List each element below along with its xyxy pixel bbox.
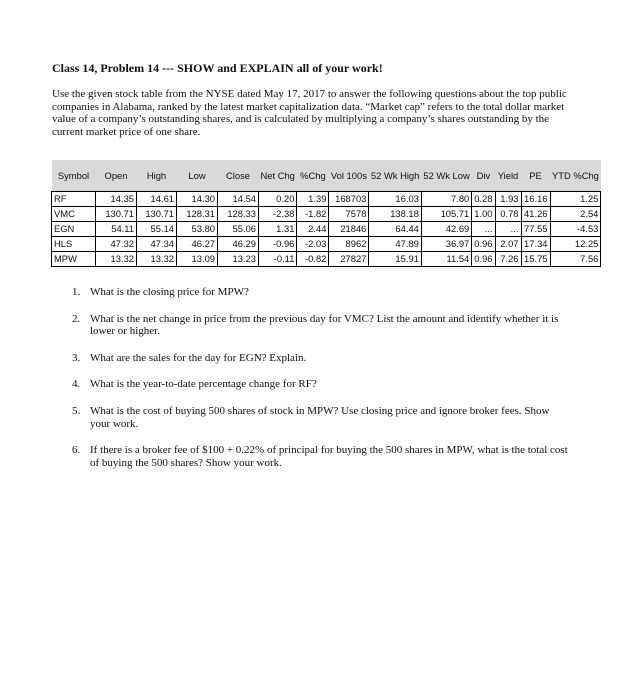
table-cell: ... bbox=[495, 222, 521, 237]
column-header: Vol 100s bbox=[329, 160, 369, 192]
question-number: 3. bbox=[72, 351, 81, 364]
table-cell: -4.53 bbox=[550, 222, 601, 237]
table-cell: 17.34 bbox=[521, 237, 550, 252]
table-cell: 15.75 bbox=[521, 252, 550, 267]
column-header: YTD %Chg bbox=[550, 160, 601, 192]
table-cell: 0.28 bbox=[472, 192, 495, 207]
table-cell: 46.27 bbox=[177, 237, 218, 252]
table-cell: 7.80 bbox=[421, 192, 471, 207]
table-cell: 41.26 bbox=[521, 207, 550, 222]
table-cell: 21846 bbox=[329, 222, 369, 237]
table-cell: 55.14 bbox=[137, 222, 177, 237]
table-row bbox=[52, 222, 601, 237]
column-header: Yield bbox=[495, 160, 521, 192]
column-header: PE bbox=[521, 160, 550, 192]
symbol-cell: HLS bbox=[52, 237, 96, 252]
table-cell: 0.20 bbox=[259, 192, 297, 207]
table-row bbox=[52, 237, 601, 252]
symbol-cell: VMC bbox=[52, 207, 96, 222]
table-cell: 2.54 bbox=[550, 207, 601, 222]
symbol-cell: RF bbox=[52, 192, 96, 207]
table-cell: 128.31 bbox=[177, 207, 218, 222]
column-header: Low bbox=[177, 160, 218, 192]
table-cell: 53.80 bbox=[177, 222, 218, 237]
table-cell: 54.11 bbox=[96, 222, 137, 237]
question-item bbox=[72, 378, 572, 391]
table-cell: 47.34 bbox=[137, 237, 177, 252]
table-cell: 42.69 bbox=[421, 222, 471, 237]
table-cell: ... bbox=[472, 222, 495, 237]
question-text: What is the year-to-date percentage change for RF? bbox=[90, 378, 317, 391]
table-cell: 105.71 bbox=[421, 207, 471, 222]
table-cell: 0.96 bbox=[472, 252, 495, 267]
table-cell: 1.31 bbox=[259, 222, 297, 237]
table-row bbox=[52, 207, 601, 222]
question-text: What is the net change in price from the previous day for VMC? List the amount and identify whether it is lower or higher. bbox=[90, 312, 559, 338]
table-cell: 13.32 bbox=[137, 252, 177, 267]
symbol-cell: MPW bbox=[52, 252, 96, 267]
table-cell: 130.71 bbox=[137, 207, 177, 222]
table-cell: 138.18 bbox=[369, 207, 421, 222]
table-cell: 16.03 bbox=[369, 192, 421, 207]
table-cell: 0.78 bbox=[495, 207, 521, 222]
table-cell: 27827 bbox=[329, 252, 369, 267]
table-cell: -2.03 bbox=[297, 237, 329, 252]
table-cell: 130.71 bbox=[96, 207, 137, 222]
question-number: 4. bbox=[72, 378, 81, 391]
question-text: If there is a broker fee of $100 + 0.22% of principal for buying the 500 shares in MPW, what is the total cost of buying the 500 shares? Show your work. bbox=[90, 444, 568, 469]
table-cell: 2.07 bbox=[495, 237, 521, 252]
column-header: Net Chg bbox=[259, 160, 297, 192]
question-number: 6. bbox=[72, 444, 81, 457]
question-list bbox=[72, 286, 572, 483]
stock-table-container bbox=[51, 160, 601, 267]
table-cell: -2.38 bbox=[259, 207, 297, 222]
table-cell: 64.44 bbox=[369, 222, 421, 237]
table-cell: 12.25 bbox=[550, 237, 601, 252]
table-row bbox=[52, 252, 601, 267]
table-cell: 1.93 bbox=[495, 192, 521, 207]
table-cell: 14.61 bbox=[137, 192, 177, 207]
question-text: What is the cost of buying 500 shares of stock in MPW? Use closing price and ignore broker fees. Show your work. bbox=[90, 404, 550, 430]
question-item bbox=[72, 286, 572, 299]
page-title: Class 14, Problem 14 --- SHOW and EXPLAIN all of your work! bbox=[52, 61, 383, 75]
table-cell: 46.29 bbox=[218, 237, 259, 252]
table-cell: 1.25 bbox=[550, 192, 601, 207]
table-cell: 1.39 bbox=[297, 192, 329, 207]
table-cell: 1.00 bbox=[472, 207, 495, 222]
question-text: What is the closing price for MPW? bbox=[90, 286, 249, 298]
table-cell: -0.11 bbox=[259, 252, 297, 267]
question-item bbox=[72, 444, 572, 469]
table-row bbox=[52, 192, 601, 207]
table-header-row bbox=[52, 160, 601, 192]
question-item bbox=[72, 313, 572, 338]
table-cell: 0.96 bbox=[472, 237, 495, 252]
table-cell: 13.09 bbox=[177, 252, 218, 267]
table-cell: 7.26 bbox=[495, 252, 521, 267]
table-cell: 7578 bbox=[329, 207, 369, 222]
column-header: High bbox=[137, 160, 177, 192]
table-cell: -1.82 bbox=[297, 207, 329, 222]
table-cell: 13.23 bbox=[218, 252, 259, 267]
table-cell: 168703 bbox=[329, 192, 369, 207]
symbol-cell: EGN bbox=[52, 222, 96, 237]
column-header: %Chg bbox=[297, 160, 329, 192]
table-cell: 15.91 bbox=[369, 252, 421, 267]
table-cell: 128.33 bbox=[218, 207, 259, 222]
table-cell: 47.89 bbox=[369, 237, 421, 252]
column-header: Open bbox=[96, 160, 137, 192]
table-cell: 16.16 bbox=[521, 192, 550, 207]
question-item bbox=[72, 352, 572, 365]
column-header: Close bbox=[218, 160, 259, 192]
column-header: Div bbox=[472, 160, 495, 192]
table-cell: -0.82 bbox=[297, 252, 329, 267]
question-text: What are the sales for the day for EGN? Explain. bbox=[90, 351, 307, 364]
table-cell: 7.56 bbox=[550, 252, 601, 267]
stock-table bbox=[51, 160, 601, 267]
table-cell: 14.35 bbox=[96, 192, 137, 207]
column-header: 52 Wk Low bbox=[421, 160, 471, 192]
table-cell: 2.44 bbox=[297, 222, 329, 237]
intro-paragraph: Use the given stock table from the NYSE dated May 17, 2017 to answer the following questions about the top public companies in Alabama, ranked by the latest market capitalization data. “Market cap” refers to the total dollar market value of a company’s outstanding shares, and is calculated by multiplying a company’s shares outstanding by the current market price of one share. bbox=[52, 88, 567, 138]
question-number: 2. bbox=[72, 312, 81, 325]
table-cell: -0.96 bbox=[259, 237, 297, 252]
column-header: 52 Wk High bbox=[369, 160, 421, 192]
table-cell: 13.32 bbox=[96, 252, 137, 267]
table-cell: 8962 bbox=[329, 237, 369, 252]
column-header: Symbol bbox=[52, 160, 96, 192]
table-cell: 36.97 bbox=[421, 237, 471, 252]
question-number: 5. bbox=[72, 404, 81, 417]
table-cell: 47.32 bbox=[96, 237, 137, 252]
table-cell: 77.55 bbox=[521, 222, 550, 237]
table-cell: 14.30 bbox=[177, 192, 218, 207]
table-body bbox=[52, 192, 601, 267]
table-cell: 14.54 bbox=[218, 192, 259, 207]
table-cell: 55.06 bbox=[218, 222, 259, 237]
question-item bbox=[72, 405, 572, 430]
table-cell: 11.54 bbox=[421, 252, 471, 267]
question-number: 1. bbox=[72, 286, 81, 298]
